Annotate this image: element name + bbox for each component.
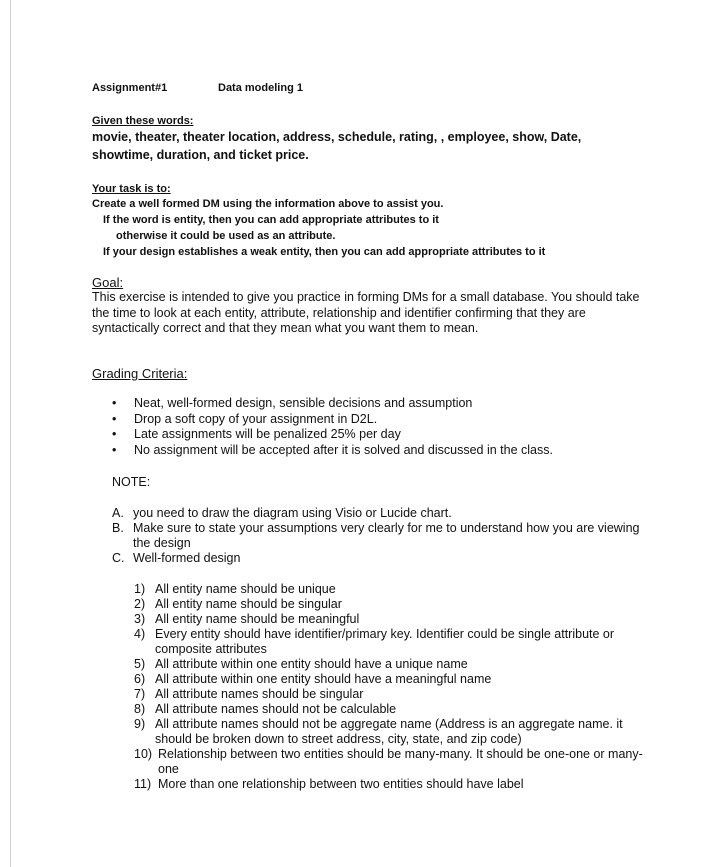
- list-marker: 7): [134, 687, 146, 701]
- list-item: [134, 717, 644, 747]
- grading-heading: Grading Criteria:: [92, 366, 188, 381]
- list-item-text: All attribute within one entity should have a unique name: [155, 657, 468, 671]
- list-item-text: you need to draw the diagram using Visio or Lucide chart.: [133, 506, 452, 520]
- list-marker: B.: [112, 521, 124, 535]
- list-item-text: More than one relationship between two entities should have label: [158, 777, 524, 791]
- list-marker: 10): [134, 747, 153, 761]
- list-item-text: Every entity should have identifier/primary key. Identifier could be single attribute or composite attributes: [155, 627, 615, 656]
- list-item: [134, 582, 644, 597]
- task-section: [92, 182, 652, 260]
- list-marker: 5): [134, 657, 146, 671]
- list-marker: C.: [112, 551, 125, 565]
- list-item: [134, 612, 644, 627]
- note-list: [112, 506, 652, 566]
- list-item: [134, 777, 644, 792]
- list-item-text: Well-formed design: [133, 551, 241, 565]
- list-item: • No assignment will be accepted after it is solved and discussed in the class.: [112, 443, 652, 459]
- list-marker: 9): [134, 717, 146, 731]
- list-marker: A.: [112, 506, 124, 520]
- list-marker: 4): [134, 627, 146, 641]
- list-marker: 11): [134, 777, 152, 791]
- grading-criteria-list: [112, 396, 652, 458]
- given-words-heading: Given these words:: [92, 115, 194, 127]
- task-line: otherwise it could be used as an attribute.: [116, 230, 336, 242]
- list-marker: 3): [134, 612, 146, 626]
- list-item: [112, 551, 652, 566]
- list-item: [134, 627, 644, 657]
- list-item: [134, 672, 644, 687]
- list-item-text: All attribute names should not be calculable: [155, 702, 397, 716]
- task-line: Create a well formed DM using the information above to assist you.: [92, 198, 444, 210]
- list-item-text: All attribute names should be singular: [155, 687, 364, 701]
- grading-section: [92, 366, 652, 381]
- list-item: [134, 597, 644, 612]
- given-words-section: [92, 114, 652, 164]
- list-item-text: All entity name should be meaningful: [155, 612, 360, 626]
- note-heading: NOTE:: [112, 475, 151, 489]
- goal-text: This exercise is intended to give you practice in forming DMs for a small database. You should take the time to look at each entity, attribute, relationship and identifier confirming that they are syntactically correct and that they mean what you want them to mean.: [92, 290, 640, 335]
- list-marker: 1): [134, 582, 146, 596]
- task-heading: Your task is to:: [92, 183, 171, 195]
- list-item: • Drop a soft copy of your assignment in D2L.: [112, 412, 652, 428]
- goal-section: [92, 275, 652, 337]
- given-words-text: movie, theater, theater location, address, schedule, rating, , employee, show, Date, showtime, duration, and ticket price.: [92, 130, 582, 162]
- list-item: • Neat, well-formed design, sensible decisions and assumption: [112, 396, 652, 412]
- list-item-text: Make sure to state your assumptions very clearly for me to understand how you are viewing the design: [133, 521, 640, 550]
- list-item: [134, 702, 644, 717]
- list-item: [112, 506, 652, 521]
- list-item-text: All attribute within one entity should have a meaningful name: [155, 672, 492, 686]
- design-rules-list: [134, 582, 644, 792]
- list-item-text: All attribute names should not be aggregate name (Address is an aggregate name. it should be broken down to street address, city, state, and zip code): [155, 717, 623, 746]
- task-line: If the word is entity, then you can add appropriate attributes to it: [103, 214, 439, 226]
- assignment-subject: Data modeling 1: [218, 82, 303, 94]
- list-marker: 6): [134, 672, 146, 686]
- list-marker: 8): [134, 702, 146, 716]
- list-item: [134, 747, 644, 777]
- page-left-edge: [10, 0, 11, 867]
- task-line: If your design establishes a weak entity, then you can add appropriate attributes to it: [103, 246, 546, 258]
- list-item-text: All entity name should be singular: [155, 597, 342, 611]
- assignment-title: Assignment#1: [92, 82, 168, 94]
- list-item: [112, 521, 652, 551]
- list-item: • Late assignments will be penalized 25% per day: [112, 427, 652, 443]
- goal-heading: Goal:: [92, 275, 124, 290]
- list-item: [134, 657, 644, 672]
- list-marker: 2): [134, 597, 146, 611]
- list-item: [134, 687, 644, 702]
- list-item-text: All entity name should be unique: [155, 582, 336, 596]
- list-item-text: Relationship between two entities should be many-many. It should be one-one or many-one: [158, 747, 643, 776]
- document-header: [92, 82, 303, 94]
